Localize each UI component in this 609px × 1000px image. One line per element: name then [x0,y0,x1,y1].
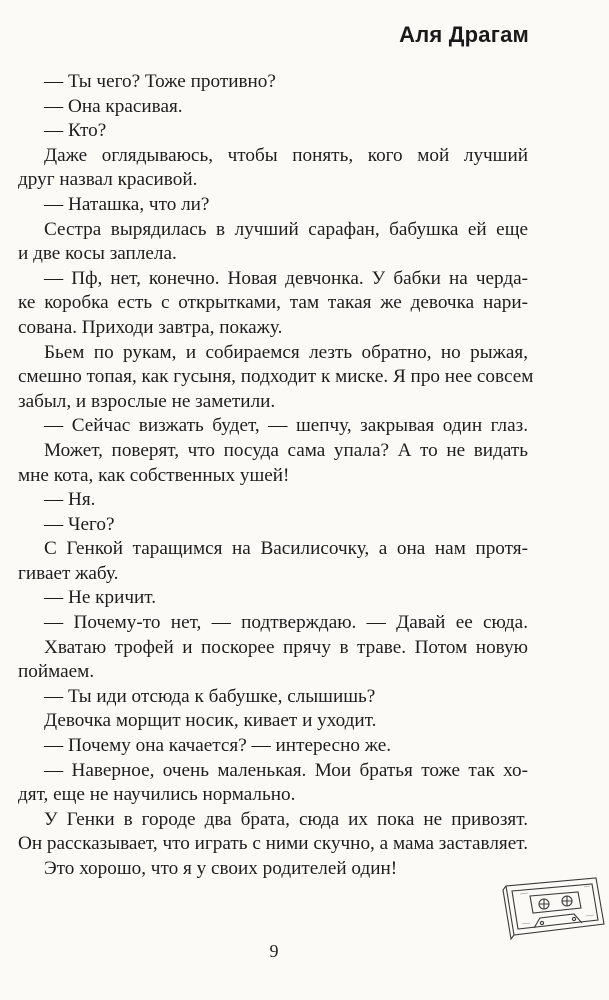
text-line: Может, поверят, что посуда сама упала? А то не видать [44,439,528,461]
text-line: — Наверное, очень маленькая. Мои братья тоже так хо- [44,759,528,781]
text-line: Бьем по рукам, и собираемся лезть обратно, но рыжая, [44,341,528,363]
text-line: — Почему-то нет, — подтверждаю. — Давай ее сюда. [44,612,528,634]
cassette-tape-icon [500,872,608,942]
text-line: — Ты чего? Тоже противно? [44,71,276,92]
text-line: поймаем. [18,661,95,683]
text-line: Девочка морщит носик, кивает и уходит. [44,710,377,732]
text-line: — Ты иди отсюда к бабушке, слышишь? [44,685,376,707]
text-line: — Кто? [44,120,107,142]
text-line: ке коробка есть с открытками, там такая же девочка нари- [18,292,528,314]
text-line: смешно топая, как гусыня, подходит к миске. Я про нее совсем [18,366,534,388]
text-line: Даже оглядываюсь, чтобы понять, кого мой лучший [44,144,528,166]
body-text [18,70,534,882]
text-line: друг назвал красивой. [18,169,198,191]
text-line: Хватаю трофей и поскорее прячу в траве. Потом новую [44,636,528,658]
text-line: и две косы заплела. [18,243,177,265]
text-line: Он рассказывает, что играть с ними скучно, а мама заставляет. [18,833,529,855]
text-line: — Не кричит. [44,587,156,609]
text-line: забыл, и взрослые не заметили. [18,390,276,412]
text-line: — Сейчас визжать будет, — шепчу, закрывая один глаз. [44,415,528,437]
text-line: гивает жабу. [18,562,119,584]
running-header-author: Аля Драгам [399,22,529,47]
text-line: У Генки в городе два брата, сюда их пока не привозят. [44,808,528,830]
text-line: мне кота, как собственных ушей! [18,464,290,486]
text-line: — Почему она качается? — интересно же. [44,735,392,757]
text-line: — Наташка, что ли? [44,193,210,215]
text-line: — Чего? [44,513,115,535]
text-line: сована. Приходи завтра, покажу. [18,316,283,338]
text-line: С Генкой таращимся на Василисочку, а она нам протя- [44,538,528,560]
text-line: дят, еще не научились нормально. [18,784,296,806]
text-line: Это хорошо, что я у своих родителей один! [44,858,398,879]
text-line: Сестра вырядилась в лучший сарафан, бабушка ей еще [44,218,528,240]
page-number: 9 [269,941,279,961]
text-line: — Она красивая. [44,95,183,117]
text-line: — Пф, нет, конечно. Новая девчонка. У бабки на черда- [44,267,528,289]
text-line: — Ня. [44,489,96,511]
